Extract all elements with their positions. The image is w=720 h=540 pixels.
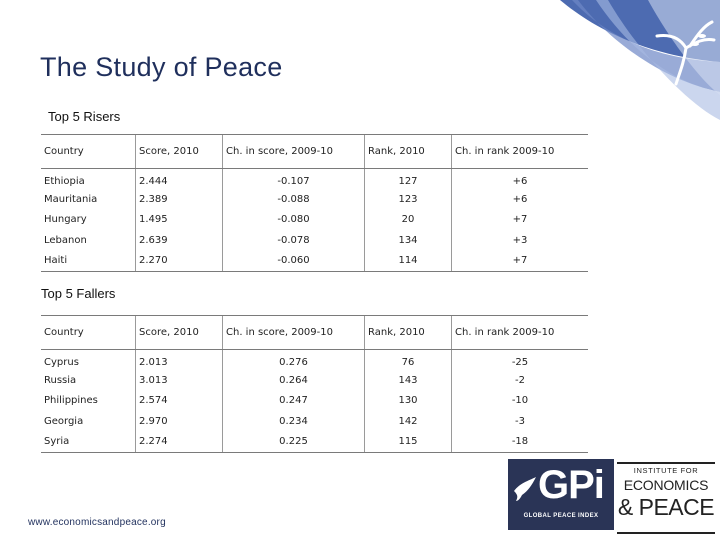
table-row [41, 189, 588, 210]
fallers-label: Top 5 Fallers [41, 286, 116, 301]
header-country: Country [41, 135, 136, 169]
cell-change-score: -0.107 [223, 169, 365, 190]
table-row [41, 391, 588, 412]
dove-icon [512, 473, 540, 503]
cell-score: 2.970 [136, 411, 223, 432]
cell-change-score: -0.080 [223, 210, 365, 231]
iep-logo-line3: & PEACE [617, 494, 715, 520]
header-change-rank: Ch. in rank 2009-10 [452, 316, 589, 350]
cell-change-score: -0.088 [223, 189, 365, 210]
header-rank: Rank, 2010 [365, 135, 452, 169]
cell-rank: 134 [365, 230, 452, 251]
cell-score: 1.495 [136, 210, 223, 231]
table-row [41, 169, 588, 190]
cell-change-score: 0.247 [223, 391, 365, 412]
cell-score: 2.389 [136, 189, 223, 210]
cell-country: Syria [41, 432, 136, 453]
cell-change-rank: +6 [452, 189, 589, 210]
cell-score: 3.013 [136, 370, 223, 391]
cell-change-rank: +7 [452, 210, 589, 231]
header-change-score: Ch. in score, 2009-10 [223, 135, 365, 169]
cell-change-rank: -10 [452, 391, 589, 412]
cell-rank: 143 [365, 370, 452, 391]
cell-country: Cyprus [44, 356, 79, 368]
cell-change-rank: +7 [452, 251, 589, 272]
table-row [41, 350, 588, 371]
cell-rank: 130 [365, 391, 452, 412]
cell-score: 2.270 [136, 251, 223, 272]
table-row [41, 432, 588, 453]
cell-rank: 76 [365, 350, 452, 371]
iep-logo-line1: INSTITUTE FOR [633, 466, 699, 475]
header-change-score: Ch. in score, 2009-10 [223, 316, 365, 350]
risers-label: Top 5 Risers [48, 109, 121, 124]
table-row [41, 230, 588, 251]
cell-score: 2.274 [136, 432, 223, 453]
cell-change-score: 0.264 [223, 370, 365, 391]
cell-change-score: 0.225 [223, 432, 365, 453]
cell-change-score: -0.078 [223, 230, 365, 251]
cell-rank: 115 [365, 432, 452, 453]
risers-table [41, 134, 588, 272]
fallers-table [41, 315, 588, 453]
cell-change-rank: -25 [452, 350, 589, 371]
table-row [41, 210, 588, 231]
cell-rank: 127 [365, 169, 452, 190]
gpi-logo-word: GPi [538, 463, 604, 507]
header-score: Score, 2010 [136, 135, 223, 169]
cell-country: Russia [44, 374, 77, 386]
table-row [41, 411, 588, 432]
iep-logo-line2: ECONOMICS [623, 477, 709, 493]
cell-score: 2.574 [136, 391, 223, 412]
cell-change-score: 0.276 [223, 350, 365, 371]
cell-rank: 20 [365, 210, 452, 231]
cell-country: Philippines [44, 395, 98, 407]
cell-country: Haiti [41, 251, 136, 272]
cell-country: Georgia [44, 415, 84, 427]
page-title: The Study of Peace [40, 52, 283, 82]
cell-rank: 142 [365, 411, 452, 432]
header-score: Score, 2010 [136, 316, 223, 350]
cell-country: Lebanon [44, 234, 87, 246]
header-rank: Rank, 2010 [365, 316, 452, 350]
table-row [41, 251, 588, 272]
cell-change-score: -0.060 [223, 251, 365, 272]
iep-logo [617, 462, 715, 534]
cell-rank: 114 [365, 251, 452, 272]
cell-rank: 123 [365, 189, 452, 210]
cell-change-rank: +6 [452, 169, 589, 190]
cell-change-rank: -3 [452, 411, 589, 432]
gpi-logo-subtitle: GLOBAL PEACE INDEX [523, 513, 599, 519]
cell-country: Ethiopia [44, 175, 85, 187]
gpi-logo [508, 459, 614, 530]
cell-change-rank: -18 [452, 432, 589, 453]
cell-change-score: 0.234 [223, 411, 365, 432]
cell-score: 2.444 [136, 169, 223, 190]
header-change-rank: Ch. in rank 2009-10 [452, 135, 589, 169]
cell-change-rank: +3 [452, 230, 589, 251]
cell-country: Hungary [44, 214, 87, 226]
cell-score: 2.013 [136, 350, 223, 371]
cell-country: Mauritania [44, 193, 98, 205]
website-link[interactable]: www.economicsandpeace.org [28, 517, 166, 528]
cell-score: 2.639 [136, 230, 223, 251]
table-row [41, 370, 588, 391]
header-country: Country [41, 316, 136, 350]
cell-change-rank: -2 [452, 370, 589, 391]
